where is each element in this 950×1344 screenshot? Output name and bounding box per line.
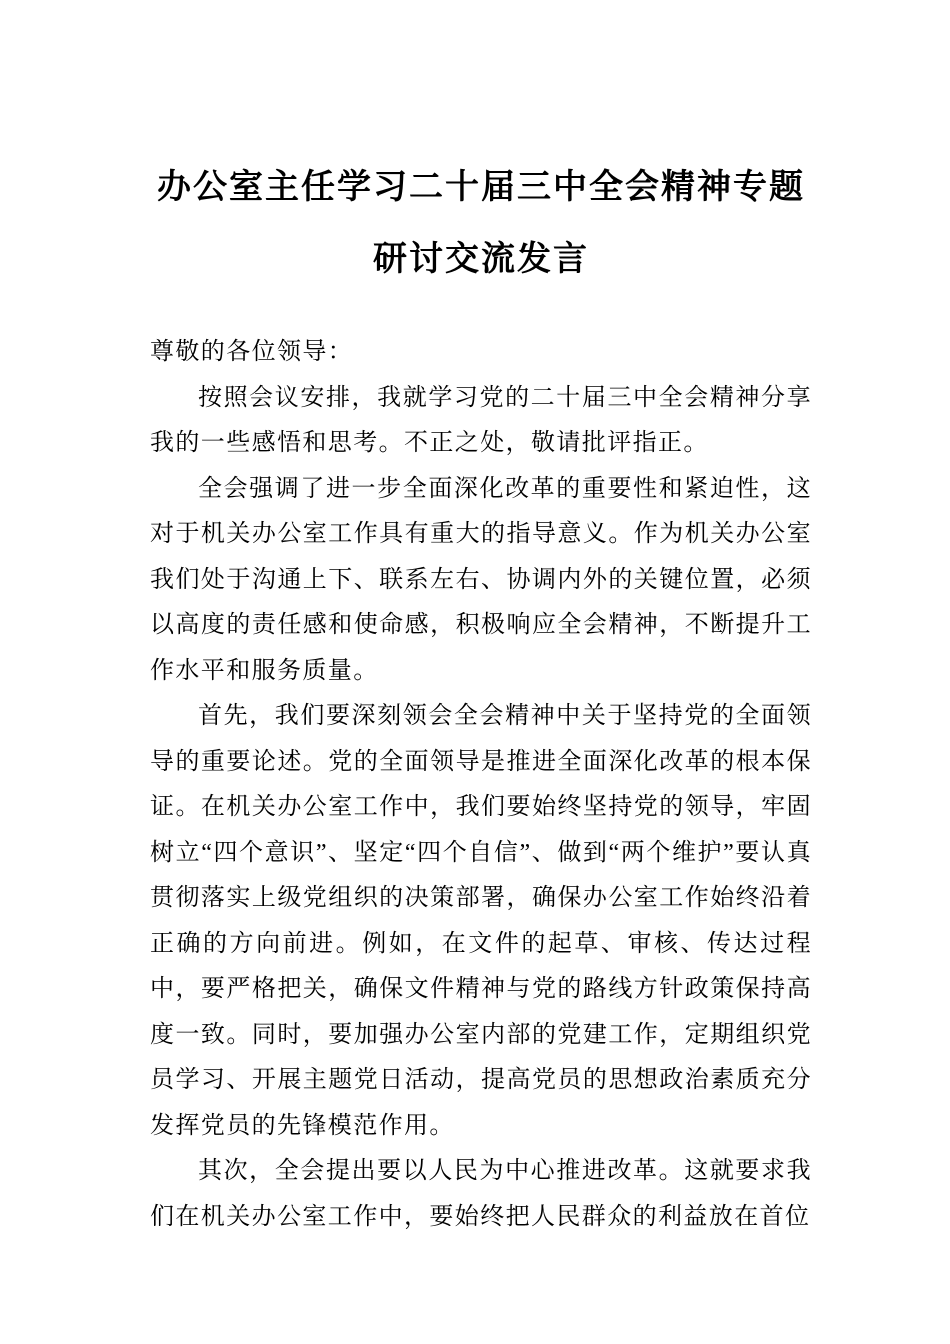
paragraph-first-point: 首先，我们要深刻领会全会精神中关于坚持党的全面领导的重要论述。党的全面领导是推进全面深化改革的根本保证。在机关办公室工作中，我们要始终坚持党的领导，牢固树立“四个意识”、坚定“四个自信”、做到“两个维护”要认真贯彻落实上级党组织的决策部署，确保办公室工作始终沿着正确的方向前进。例如，在文件的起草、审核、传达过程中，要严格把关，确保文件精神与党的路线方针政策保持高度一致。同时，要加强办公室内部的党建工作，定期组织党员学习、开展主题党日活动，提高党员的思想政治素质充分发挥党员的先锋模范作用。 [150,703,812,1139]
paragraph-second-point: 其次，全会提出要以人民为中心推进改革。这就要求我们在机关办公室工作中，要始终把人民群众的利益放在首位 [150,1158,812,1230]
document-body [150,330,812,1240]
salutation-line: 尊敬的各位领导： [150,339,354,365]
document-title-line-1: 办公室主任学习二十届三中全会精神专题 [157,169,805,206]
document-title-line-2: 研讨交流发言 [373,241,589,278]
document-title [150,152,812,296]
paragraph-overview: 全会强调了进一步全面深化改革的重要性和紧迫性，这对于机关办公室工作具有重大的指导意义。作为机关办公室我们处于沟通上下、联系左右、协调内外的关键位置，必须以高度的责任感和使命感，积极响应全会精神，不断提升工作水平和服务质量。 [150,475,812,684]
paragraph-opening: 按照会议安排，我就学习党的二十届三中全会精神分享我的一些感悟和思考。不正之处，敬请批评指正。 [150,384,812,456]
